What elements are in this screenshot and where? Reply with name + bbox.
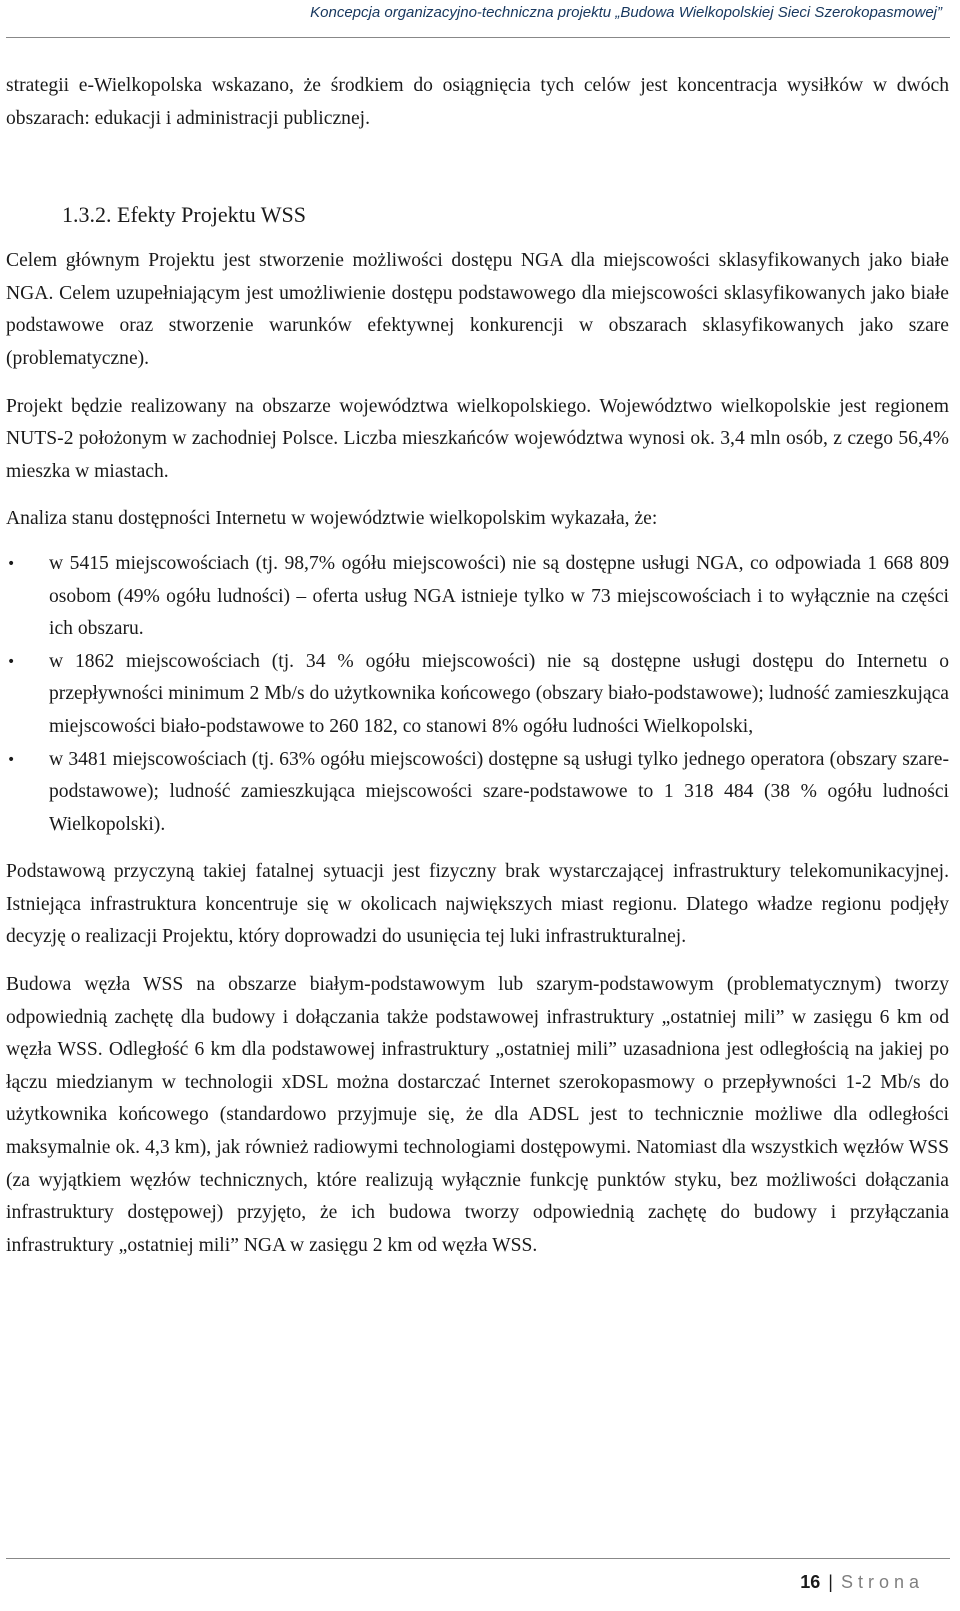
- document-title: Koncepcja organizacyjno-techniczna projektu „Budowa Wielkopolskiej Sieci Szerokopasmowej”: [310, 4, 942, 21]
- goals-paragraph: Celem głównym Projektu jest stworzenie możliwości dostępu NGA dla miejscowości sklasyfikowanych jako białe NGA. Celem uzupełniającym jest umożliwienie dostępu podstawowego dla miejscowości sklasyfikowanych jako białe podstawowe oraz stworzenie warunków efektywnej konkurencji w obszarach sklasyfikowanych jako szare (problematyczne).: [6, 250, 949, 369]
- page-header: [0, 0, 960, 36]
- analysis-bullet-list: [6, 548, 949, 841]
- header-divider: [6, 37, 950, 38]
- node-construction-paragraph: Budowa węzła WSS na obszarze białym-podstawowym lub szarym-podstawowym (problematycznym) tworzy odpowiednią zachętę dla budowy i dołączania także podstawowej infrastruktury „ostatniej mili” w zasięgu 6 km od węzła WSS. Odległość 6 km dla podstawowej infrastruktury „ostatniej mili” uzasadniona jest odległością na jakiej po łączu miedzianym w technologii xDSL można dostarczać Internet szerokopasmowy o przepływności 1-2 Mb/s do użytkownika końcowego (standardowo przyjmuje się, że dla ADSL jest to technicznie możliwe dla odległości maksymalnie ok. 4,3 km), jak również radiowymi technologiami dostępowymi. Natomiast dla wszystkich węzłów WSS (za wyjątkiem węzłów technicznych, które realizują wyłącznie funkcję punktów styku, bez możliwości dołączania infrastruktury dostępowej) przyjęto, że ich budowa tworzy odpowiednią zachętę do budowy i przyłączania infrastruktury „ostatniej mili” NGA w zasięgu 2 km od węzła WSS.: [6, 974, 949, 1256]
- analysis-intro-paragraph: Analiza stanu dostępności Internetu w województwie wielkopolskim wykazała, że:: [6, 508, 658, 530]
- list-item: [6, 646, 949, 744]
- intro-paragraph: strategii e-Wielkopolska wskazano, że środkiem do osiągnięcia tych celów jest koncentracja wysiłków w dwóch obszarach: edukacji i administracji publicznej.: [6, 75, 949, 129]
- page-footer: [800, 1569, 924, 1595]
- page-content: [6, 70, 949, 1262]
- footer-separator: |: [828, 1572, 833, 1592]
- list-item: [6, 548, 949, 646]
- list-item-text: w 5415 miejscowościach (tj. 98,7% ogółu miejscowości) nie są dostępne usługi NGA, co odpowiada 1 668 809 osobom (49% ogółu ludności) – oferta usług NGA istnieje tylko w 73 miejscowościach i to wyłącznie na części ich obszaru.: [49, 552, 949, 640]
- bullet-icon: •: [7, 751, 16, 768]
- list-item-text: w 1862 miejscowościach (tj. 34 % ogółu miejscowości) nie są dostępne usługi dostępu do Internetu o przepływności minimum 2 Mb/s do użytkownika końcowego (obszary biało-podstawowe); ludność zamieszkująca miejscowości biało-podstawowe to 260 182, co stanowi 8% ogółu ludności Wielkopolski,: [49, 650, 949, 737]
- section-heading: 1.3.2. Efekty Projektu WSS: [62, 202, 307, 228]
- bullet-icon: •: [7, 555, 16, 572]
- bullet-icon: •: [7, 653, 16, 670]
- footer-divider: [6, 1558, 950, 1559]
- page-word: Strona: [840, 1572, 924, 1592]
- list-item-text: w 3481 miejscowościach (tj. 63% ogółu miejscowości) dostępne są usługi tylko jednego operatora (obszary szare-podstawowe); ludność zamieszkująca miejscowości szare-podstawowe to 1 318 484 (38 % ogółu ludności Wielkopolski).: [49, 748, 949, 835]
- region-paragraph: Projekt będzie realizowany na obszarze województwa wielkopolskiego. Województwo wielkopolskie jest regionem NUTS-2 położonym w zachodniej Polsce. Liczba mieszkańców województwa wynosi ok. 3,4 mln osób, z czego 56,4% mieszka w miastach.: [6, 395, 949, 482]
- cause-paragraph: Podstawową przyczyną takiej fatalnej sytuacji jest fizyczny brak wystarczającej infrastruktury telekomunikacyjnej. Istniejąca infrastruktura koncentruje się w okolicach największych miast regionu. Dlatego władze regionu podjęły decyzję o realizacji Projektu, który doprowadzi do usunięcia tej luki infrastrukturalnej.: [6, 861, 949, 948]
- page-number: 16: [800, 1572, 821, 1592]
- list-item: [6, 744, 949, 842]
